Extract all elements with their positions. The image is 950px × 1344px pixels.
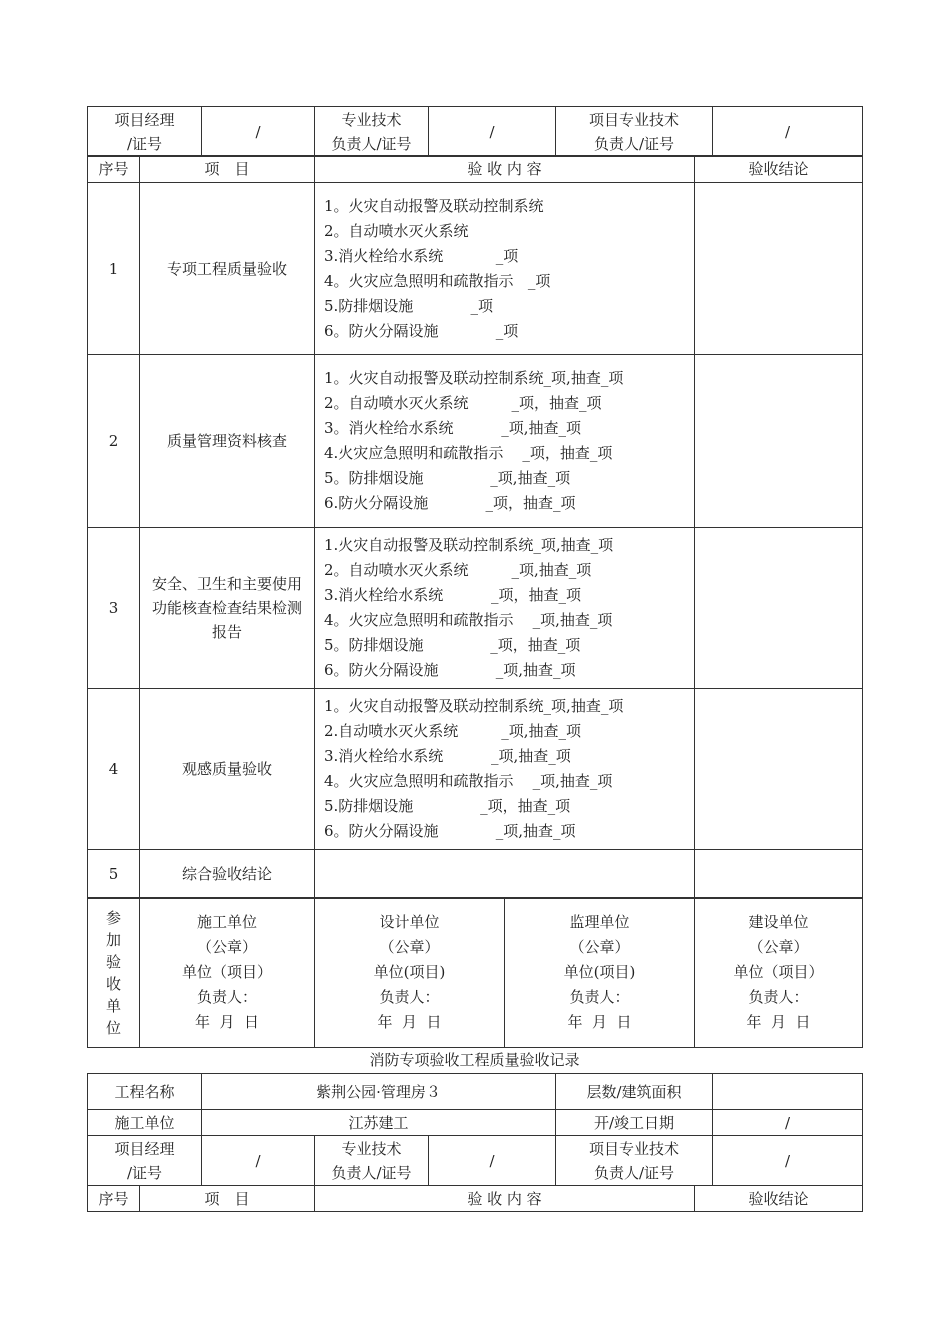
dates-value: / [713, 1110, 863, 1136]
tech-label: 专业技术 负责人/证号 [315, 1136, 429, 1186]
unit-seal: （公章） [196, 938, 257, 956]
unit-name: 建设单位 [748, 913, 809, 931]
unit-date: 年 月 日 [194, 1013, 260, 1031]
unit-project: 单位（项目） [181, 963, 272, 981]
label-char: 收 [105, 974, 121, 993]
content-line: 6。防火分隔设施 _项,抽查_项 [324, 661, 576, 679]
row-conclusion [695, 528, 863, 689]
contractor-label: 施工单位 [88, 1110, 202, 1136]
content-line: 1.火灾自动报警及联动控制系统_项,抽查_项 [324, 536, 614, 554]
content-line: 1。火灾自动报警及联动控制系统_项,抽查_项 [324, 697, 624, 715]
content-line: 2。自动喷水灭火系统 _项，抽查_项 [324, 394, 602, 412]
content-line: 2。自动喷水灭火系统 _项,抽查_项 [324, 561, 592, 579]
row-no: 1 [88, 183, 140, 355]
tech-label: 专业技术 负责人/证号 [315, 107, 429, 157]
row-no: 5 [88, 850, 140, 899]
top-header-table [87, 106, 863, 157]
col-no: 序号 [88, 1186, 140, 1212]
content-line: 3。消火栓给水系统 _项,抽查_项 [324, 419, 581, 437]
label-char: 参 [105, 908, 121, 927]
pm-label: 项目经理 /证号 [88, 107, 202, 157]
unit-seal: （公章） [748, 938, 809, 956]
row-content [315, 689, 695, 850]
content-line: 4。火灾应急照明和疏散指示 _项 [324, 271, 551, 290]
project-name-label: 工程名称 [88, 1074, 202, 1110]
table-row [88, 355, 863, 528]
unit-person: 负责人： [569, 988, 630, 1006]
proj-tech-value: / [713, 107, 863, 157]
tech-value: / [429, 107, 556, 157]
row-content [315, 528, 695, 689]
content-line: 3.消火栓给水系统 _项 [324, 246, 519, 265]
row-item: 专项工程质量验收 [140, 183, 315, 355]
col-no: 序号 [88, 156, 140, 183]
acceptance-table [87, 155, 863, 899]
content-line: 3.消火栓给水系统 _项，抽查_项 [324, 586, 581, 604]
content-line: 4.火灾应急照明和疏散指示 _项，抽查_项 [324, 444, 613, 462]
row-item: 观感质量验收 [140, 689, 315, 850]
floors-value [713, 1074, 863, 1110]
row-conclusion [695, 689, 863, 850]
proj-tech-label: 项目专业技术 负责人/证号 [556, 107, 713, 157]
row-content [315, 850, 695, 899]
col-content: 验 收 内 容 [315, 156, 695, 183]
content-line: 6。防火分隔设施 _项,抽查_项 [324, 822, 576, 840]
project-name-value: 紫荆公园·管理房３ [202, 1074, 556, 1110]
row-conclusion [695, 850, 863, 899]
column-header-row [88, 156, 863, 183]
dates-label: 开/竣工日期 [556, 1110, 713, 1136]
table-row [88, 183, 863, 355]
content-line: 3.消火栓给水系统 _项,抽查_项 [324, 747, 571, 765]
pm-label: 项目经理 /证号 [88, 1136, 202, 1186]
row-conclusion [695, 183, 863, 355]
supervision-unit [505, 898, 695, 1048]
owner-unit [695, 898, 863, 1048]
content-line: 2。自动喷水灭火系统 [324, 221, 469, 240]
content-line: 5.防排烟设施 _项 [324, 296, 494, 315]
unit-name: 监理单位 [569, 913, 630, 931]
label-char: 位 [105, 1018, 121, 1037]
unit-date: 年 月 日 [746, 1013, 811, 1031]
proj-tech-value: / [713, 1136, 863, 1186]
row-item: 质量管理资料核查 [140, 355, 315, 528]
label-char: 单 [105, 996, 121, 1015]
content-line: 5。防排烟设施 _项，抽查_项 [324, 636, 581, 654]
content-line: 5。防排烟设施 _项,抽查_项 [324, 469, 571, 487]
unit-seal: （公章） [569, 938, 630, 956]
table-row [88, 850, 863, 899]
construction-unit [140, 898, 315, 1048]
tech-value: / [429, 1136, 556, 1186]
row-no: 2 [88, 355, 140, 528]
row-conclusion [695, 355, 863, 528]
proj-tech-label: 项目专业技术 负责人/证号 [556, 1136, 713, 1186]
row-content [315, 183, 695, 355]
col-content: 验 收 内 容 [315, 1186, 695, 1212]
table-row [88, 689, 863, 850]
content-line: 1。火灾自动报警及联动控制系统_项,抽查_项 [324, 369, 624, 387]
content-line: 6.防火分隔设施 _项，抽查_项 [324, 494, 576, 512]
row-content [315, 355, 695, 528]
unit-name: 设计单位 [379, 913, 440, 931]
content-line: 4。火灾应急照明和疏散指示 _项,抽查_项 [324, 611, 613, 629]
content-line: 1。火灾自动报警及联动控制系统 [324, 196, 544, 215]
unit-project: 单位（项目） [733, 963, 824, 981]
content-line: 2.自动喷水灭火系统 _项,抽查_项 [324, 722, 581, 740]
content-line: 5.防排烟设施 _项，抽查_项 [324, 797, 571, 815]
contractor-value: 江苏建工 [202, 1110, 556, 1136]
design-unit [315, 898, 505, 1048]
floors-label: 层数/建筑面积 [556, 1074, 713, 1110]
second-header-table [87, 1073, 863, 1186]
second-column-header [87, 1185, 863, 1212]
row-item: 综合验收结论 [140, 850, 315, 899]
row-no: 4 [88, 689, 140, 850]
second-table-title: 消防专项验收工程质量验收记录 [369, 1051, 580, 1069]
row-item: 安全、卫生和主要使用功能核查检查结果检测报告 [140, 528, 315, 689]
pm-value: / [202, 1136, 315, 1186]
unit-date: 年 月 日 [567, 1013, 632, 1031]
unit-person: 负责人： [379, 988, 440, 1006]
content-line: 6。防火分隔设施 _项 [324, 321, 519, 340]
unit-seal: （公章） [379, 938, 440, 956]
pm-value: / [202, 107, 315, 157]
unit-name: 施工单位 [196, 913, 257, 931]
table-row [88, 528, 863, 689]
unit-project: 单位(项目) [563, 963, 636, 981]
row-no: 3 [88, 528, 140, 689]
col-conclusion: 验收结论 [695, 1186, 863, 1212]
content-line: 4。火灾应急照明和疏散指示 _项,抽查_项 [324, 772, 613, 790]
label-char: 加 [105, 930, 121, 949]
col-item: 项 目 [140, 156, 315, 183]
participants-label [88, 898, 140, 1048]
unit-date: 年 月 日 [377, 1013, 442, 1031]
col-item: 项 目 [140, 1186, 315, 1212]
label-char: 验 [105, 952, 121, 971]
col-conclusion: 验收结论 [695, 156, 863, 183]
participants-table [87, 897, 863, 1048]
unit-person: 负责人： [748, 988, 809, 1006]
unit-person: 负责人： [196, 988, 257, 1006]
unit-project: 单位(项目) [373, 963, 446, 981]
